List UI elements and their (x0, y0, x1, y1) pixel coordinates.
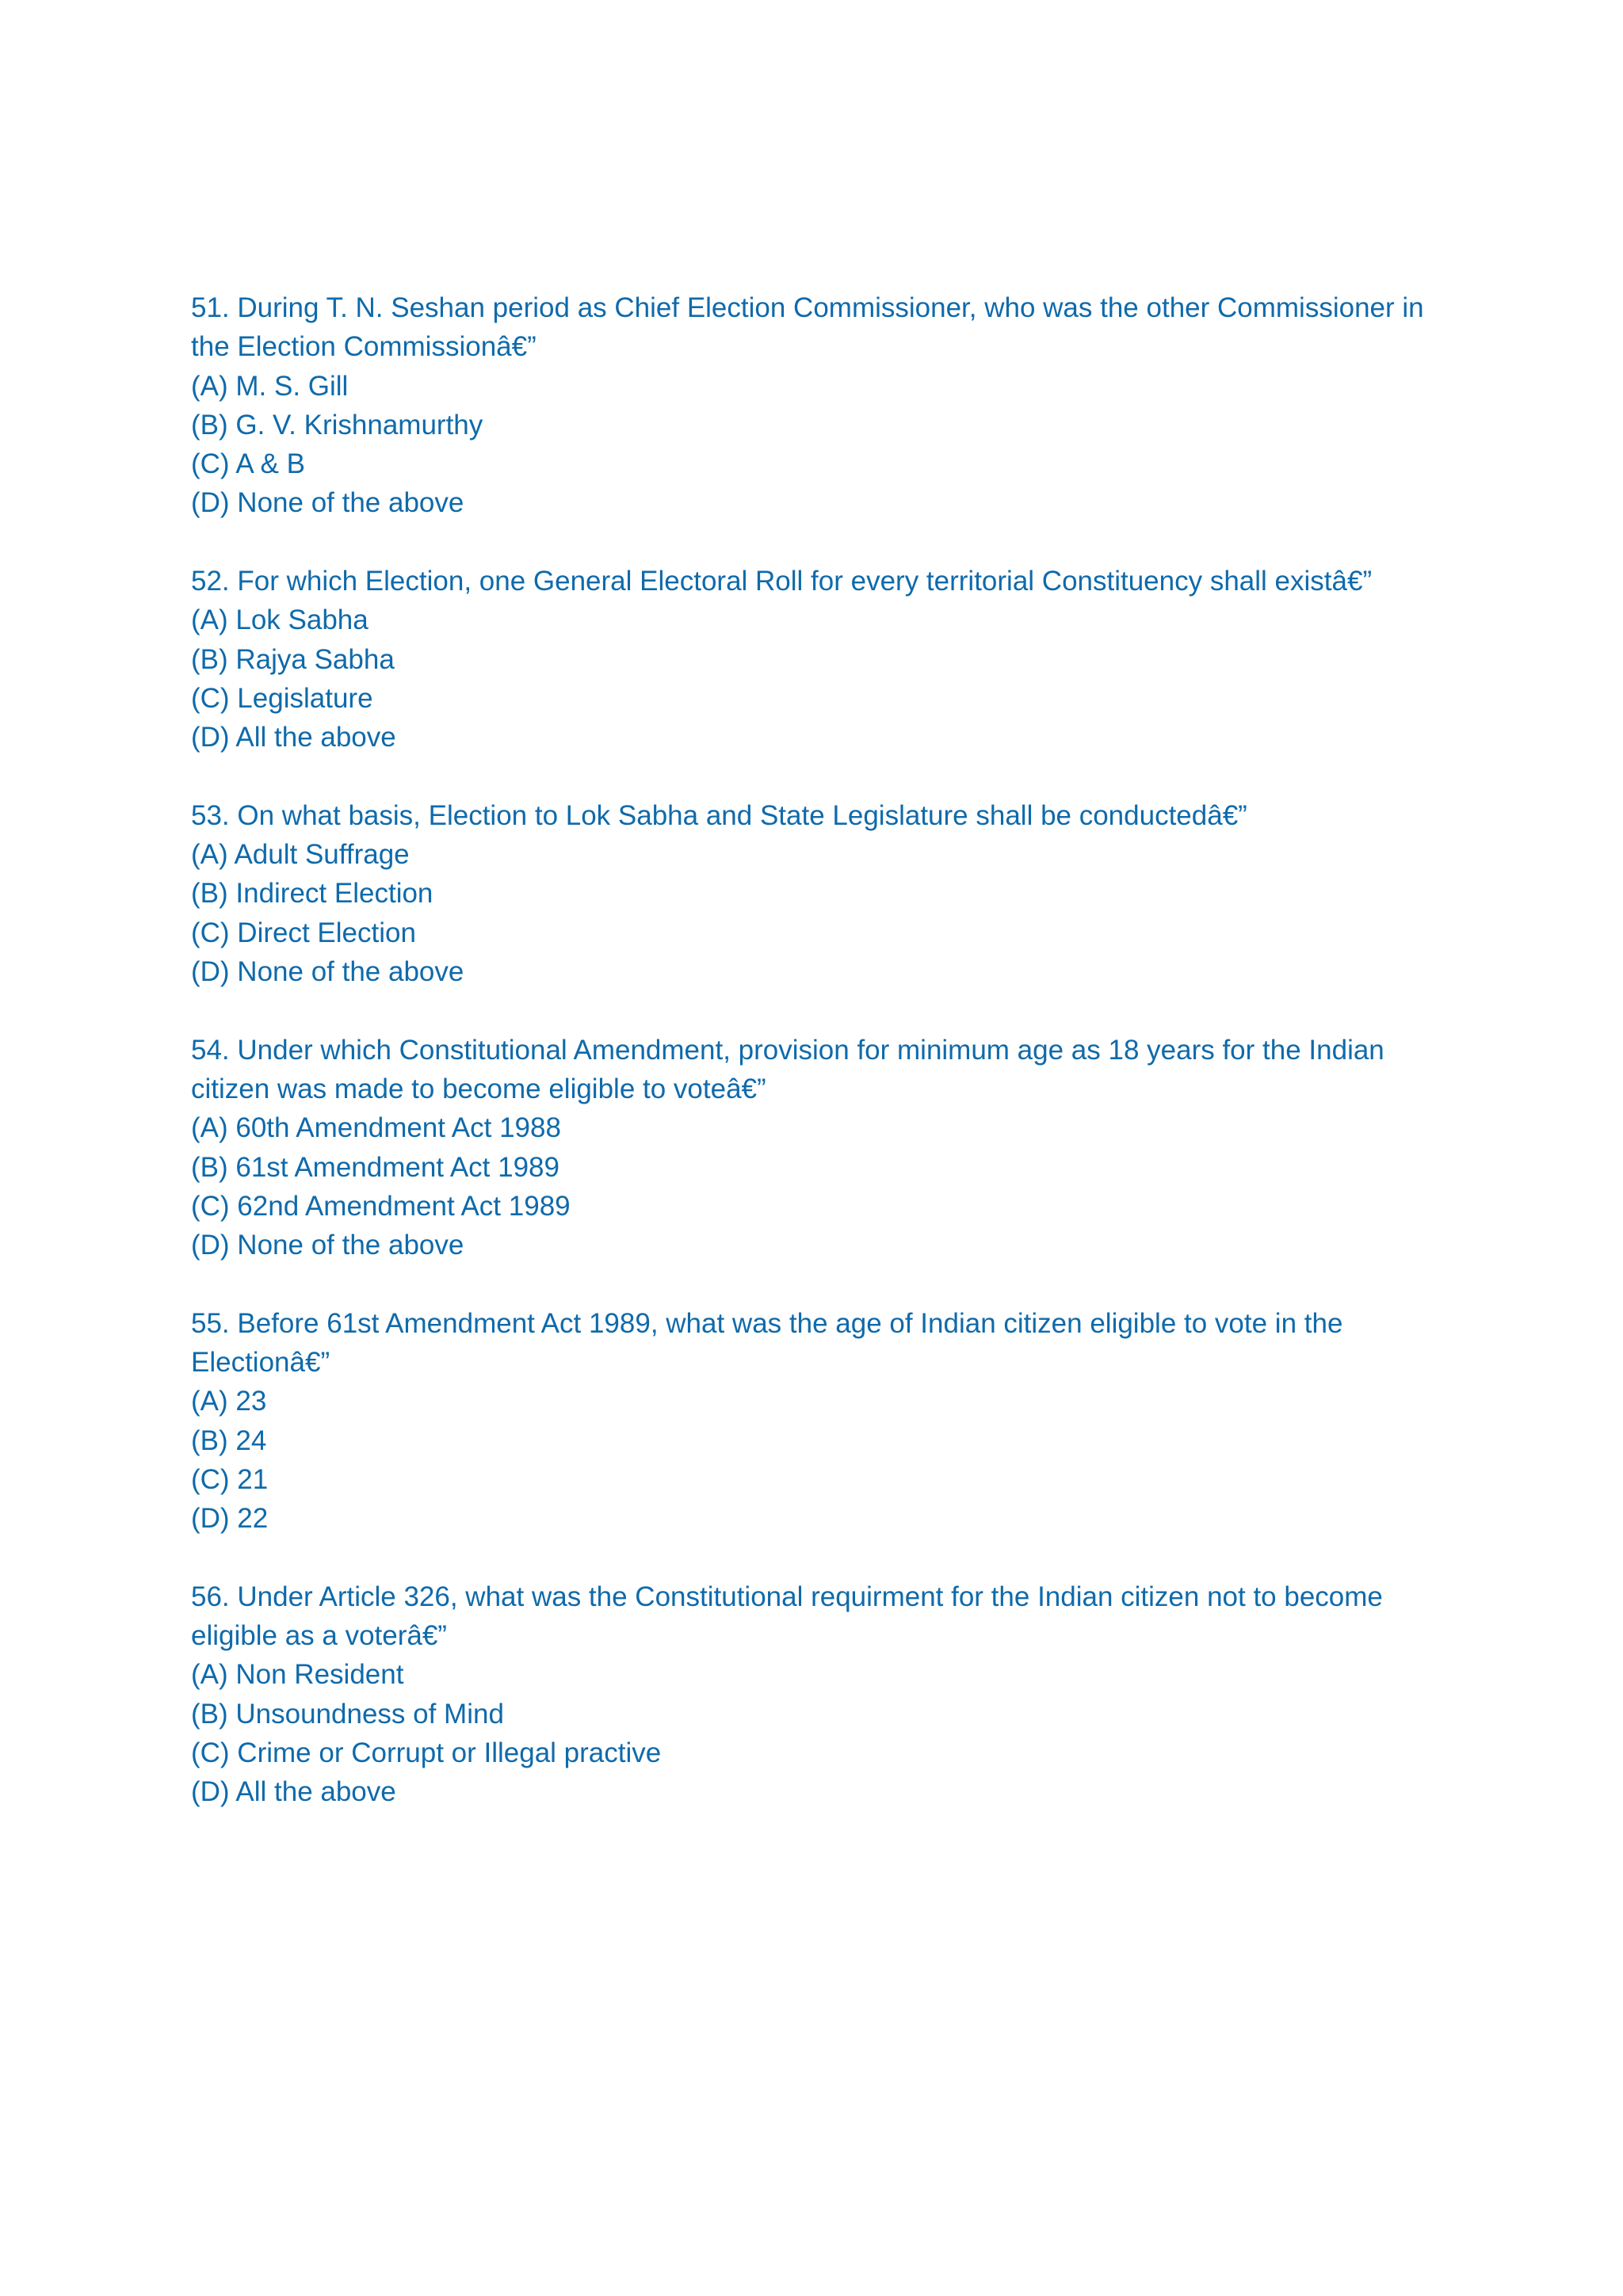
option-a: (A) Non Resident (191, 1659, 404, 1691)
option-c: (C) Legislature (191, 682, 373, 714)
option-b: (B) 24 (191, 1425, 267, 1456)
option-c: (C) Crime or Corrupt or Illegal practive (191, 1737, 662, 1768)
option-c: (C) 62nd Amendment Act 1989 (191, 1190, 571, 1222)
question-list (191, 288, 1459, 1851)
option-a: (A) 23 (191, 1386, 267, 1417)
question-text: 56. Under Article 326, what was the Constitutional requirment for the Indian citizen not to become eligible as a voterâ€” (191, 1581, 1383, 1652)
question-54 (191, 1031, 1459, 1265)
option-a: (A) 60th Amendment Act 1988 (191, 1112, 561, 1144)
question-text: 55. Before 61st Amendment Act 1989, what was the age of Indian citizen eligible to vote in the Electionâ€” (191, 1307, 1343, 1379)
question-53 (191, 796, 1459, 991)
option-b: (B) Unsoundness of Mind (191, 1698, 504, 1730)
question-56 (191, 1577, 1459, 1812)
option-d: (D) None of the above (191, 956, 464, 988)
option-a: (A) M. S. Gill (191, 370, 349, 402)
option-d: (D) All the above (191, 722, 396, 753)
option-c: (C) Direct Election (191, 917, 416, 948)
option-a: (A) Adult Suffrage (191, 839, 410, 871)
question-text: 54. Under which Constitutional Amendment, provision for minimum age as 18 years for the Indian citizen was made to become eligible to voteâ€” (191, 1034, 1384, 1104)
option-d: (D) None of the above (191, 1230, 464, 1261)
question-text: 52. For which Election, one General Electoral Roll for every territorial Constituency shall existâ€” (191, 566, 1373, 597)
question-text: 53. On what basis, Election to Lok Sabha and State Legislature shall be conductedâ€” (191, 799, 1247, 831)
option-d: (D) 22 (191, 1503, 269, 1535)
option-a: (A) Lok Sabha (191, 605, 369, 636)
question-text: 51. During T. N. Seshan period as Chief Election Commissioner, who was the other Commissioner in the Election Commissionâ€” (191, 292, 1424, 363)
option-b: (B) Rajya Sabha (191, 643, 395, 675)
option-c: (C) A & B (191, 448, 305, 480)
option-b: (B) 61st Amendment Act 1989 (191, 1151, 559, 1183)
option-d: (D) None of the above (191, 487, 464, 519)
option-b: (B) G. V. Krishnamurthy (191, 409, 483, 441)
option-c: (C) 21 (191, 1463, 269, 1495)
option-b: (B) Indirect Election (191, 878, 433, 910)
question-51 (191, 288, 1459, 523)
question-52 (191, 562, 1459, 757)
question-55 (191, 1304, 1459, 1539)
option-d: (D) All the above (191, 1776, 396, 1808)
